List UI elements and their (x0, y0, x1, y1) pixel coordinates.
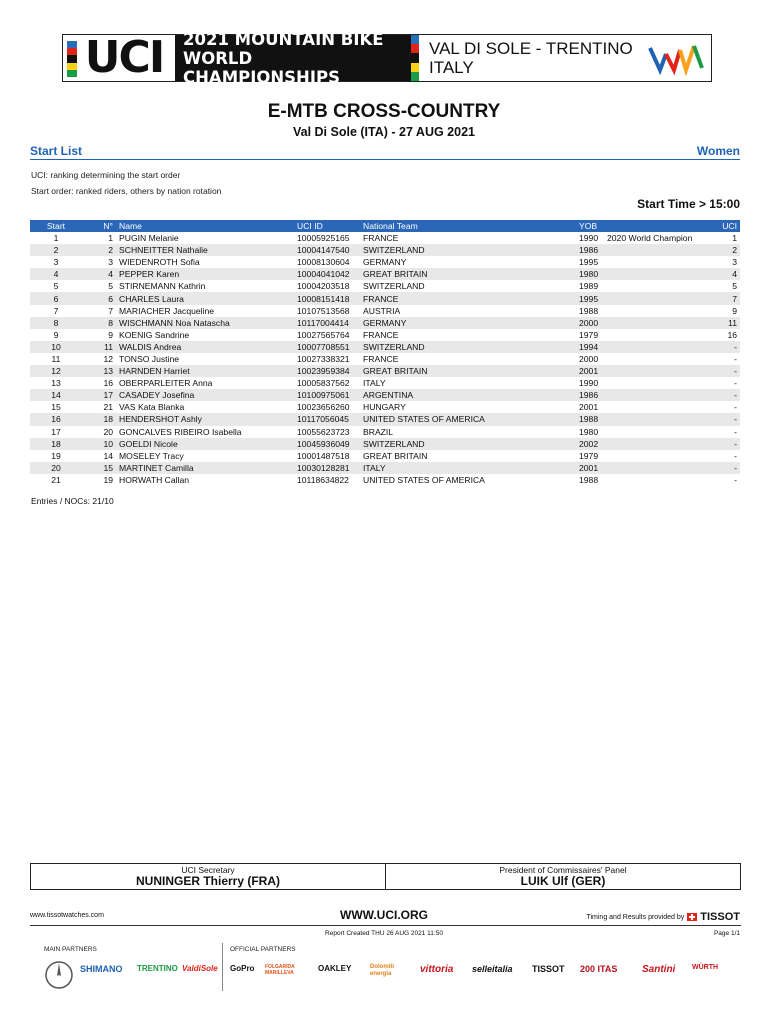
row-team: FRANCE (363, 233, 399, 244)
row-extra (604, 462, 714, 474)
row-yob: 1995 (576, 292, 604, 304)
row-extra (604, 353, 714, 365)
row-yob: 1990 (579, 233, 599, 244)
row-number: 16 (103, 378, 113, 389)
table-row (30, 365, 740, 377)
row-start: 14 (30, 389, 82, 401)
row-team: HUNGARY (363, 402, 406, 413)
table-row (30, 232, 740, 244)
row-team: ITALY (360, 462, 576, 474)
table-row (30, 389, 740, 401)
table-row (30, 450, 740, 462)
row-yob: 2002 (576, 438, 604, 450)
row-extra (604, 256, 714, 268)
row-team: FRANCE (363, 329, 399, 340)
header-extra (604, 220, 714, 232)
row-number: 21 (103, 402, 113, 413)
venue-line2: ITALY (429, 58, 474, 77)
row-yob: 1980 (579, 426, 599, 437)
table-row (30, 329, 740, 341)
table-row (30, 353, 740, 365)
row-team: GREAT BRITAIN (360, 365, 576, 377)
row-uci-rank: 11 (714, 317, 740, 329)
row-uci-id: 10023656260 (297, 402, 350, 413)
row-extra (604, 317, 714, 329)
partner-dolomiti: Dolomiti energia (370, 964, 394, 977)
partner-trentino: TRENTINO (137, 964, 178, 973)
row-uci-id: 10008130604 (297, 257, 350, 268)
partner-gopro: GoPro (230, 964, 255, 973)
row-extra (604, 389, 714, 401)
table-header-row (30, 220, 740, 232)
row-name: HORWATH Callan (119, 474, 190, 485)
championship-line1: 2021 MOUNTAIN BIKE (183, 29, 384, 49)
row-extra (604, 329, 714, 341)
row-extra (604, 426, 714, 438)
section-category: Women (696, 144, 740, 158)
row-yob: 1994 (576, 341, 604, 353)
row-number: 6 (82, 292, 116, 304)
table-row (30, 305, 740, 317)
row-name: GOELDI Nicole (116, 438, 294, 450)
page-subtitle: Val Di Sole (ITA) - 27 AUG 2021 (292, 125, 475, 139)
row-number: 15 (82, 462, 116, 474)
row-team: SWITZERLAND (360, 438, 576, 450)
page-title: E-MTB CROSS-COUNTRY (267, 101, 501, 122)
header-uci-rank: UCI (714, 220, 740, 232)
partner-wurth: WÜRTH (692, 964, 719, 971)
row-uci-id: 10107513568 (297, 305, 350, 316)
row-uci-rank: 1 (732, 233, 737, 244)
row-name: TONSO Justine (119, 353, 180, 364)
row-team: ARGENTINA (360, 389, 576, 401)
row-uci-rank: 16 (727, 329, 737, 340)
row-team: GERMANY (360, 317, 576, 329)
row-number: 5 (108, 281, 113, 292)
row-extra (604, 413, 714, 425)
row-uci-id: 10027338321 (297, 353, 350, 364)
row-yob: 1988 (576, 413, 604, 425)
row-number: 7 (108, 305, 113, 316)
row-start: 8 (30, 317, 82, 329)
row-team: BRAZIL (363, 426, 394, 437)
row-team: AUSTRIA (363, 305, 401, 316)
start-time: Start Time > 15:00 (637, 197, 740, 211)
president-role: President of Commissaires' Panel (499, 865, 627, 875)
table-row (30, 292, 740, 304)
president-name: LUIK Ulf (GER) (520, 874, 606, 888)
row-uci-rank: - (734, 450, 737, 461)
tissot-cross-icon (687, 913, 697, 921)
row-start: 13 (51, 378, 61, 389)
row-uci-rank: - (714, 341, 740, 353)
partner-selleitalia: selleitalia (472, 964, 513, 974)
officials-panel (30, 863, 741, 890)
row-uci-id: 10030128281 (294, 462, 360, 474)
row-team: FRANCE (363, 353, 399, 364)
table-row (30, 462, 740, 474)
secretary-box (31, 864, 385, 889)
table-row (30, 401, 740, 413)
row-name: PEPPER Karen (116, 268, 294, 280)
championship-name (175, 29, 411, 87)
row-yob: 2001 (579, 402, 599, 413)
row-uci-id: 10100975061 (294, 389, 360, 401)
row-start: 20 (30, 462, 82, 474)
tissot-brand: TISSOT (700, 911, 740, 923)
row-team: FRANCE (360, 292, 576, 304)
secretary-name: NUNINGER Thierry (FRA) (135, 874, 280, 888)
note-start-order: Start order: ranked riders, others by nation rotation (31, 186, 222, 196)
table-row (30, 438, 740, 450)
row-name: VAS Kata Blanka (119, 402, 185, 413)
row-uci-id: 10045936049 (294, 438, 360, 450)
row-start: 16 (30, 413, 82, 425)
table-row (30, 317, 740, 329)
row-uci-id: 10007708551 (294, 341, 360, 353)
row-uci-rank: 2 (714, 244, 740, 256)
president-box (385, 864, 740, 889)
header-name: Name (116, 220, 294, 232)
row-extra (604, 450, 714, 462)
row-number: 10 (82, 438, 116, 450)
row-uci-rank: - (714, 413, 740, 425)
row-extra (604, 365, 714, 377)
row-uci-id: 10055623723 (297, 426, 350, 437)
table-row (30, 413, 740, 425)
rainbow-stripes-icon (67, 41, 77, 77)
row-name: SCHNEITTER Nathalie (116, 244, 294, 256)
partner-santini: Santini (642, 964, 676, 975)
row-uci-rank: 4 (714, 268, 740, 280)
header-start: Start (30, 220, 82, 232)
row-number: 13 (82, 365, 116, 377)
table-row (30, 244, 740, 256)
row-start: 7 (53, 305, 59, 316)
row-number: 9 (108, 329, 113, 340)
row-name: WIEDENROTH Sofia (119, 257, 200, 268)
secretary-role: UCI Secretary (181, 865, 235, 875)
row-name: HARNDEN Harriet (116, 365, 294, 377)
main-partners-label: MAIN PARTNERS (44, 946, 97, 953)
row-uci-id: 10005925165 (297, 233, 350, 244)
row-uci-id: 10117056045 (294, 413, 360, 425)
row-number: 1 (108, 233, 113, 244)
row-uci-id: 10005837562 (297, 378, 350, 389)
row-yob: 1979 (579, 450, 599, 461)
table-row (30, 474, 740, 486)
row-extra: 2020 World Champion (607, 233, 693, 244)
row-extra (604, 377, 714, 389)
row-team: UNITED STATES OF AMERICA (363, 474, 485, 485)
row-yob: 1986 (576, 244, 604, 256)
row-start: 10 (30, 341, 82, 353)
row-uci-id: 10001487518 (297, 450, 350, 461)
row-start: 3 (53, 257, 59, 268)
mercedes-logo-icon (44, 960, 74, 992)
row-uci-rank: - (714, 389, 740, 401)
row-uci-id: 10004147540 (294, 244, 360, 256)
table-row (30, 426, 740, 438)
row-uci-rank: - (734, 402, 737, 413)
row-extra (604, 305, 714, 317)
row-name: PUGIN Melanie (119, 233, 179, 244)
row-uci-id: 10027565764 (297, 329, 350, 340)
row-team: GREAT BRITAIN (360, 268, 576, 280)
row-yob: 2001 (576, 462, 604, 474)
row-yob: 1989 (579, 281, 599, 292)
partner-oakley: OAKLEY (318, 964, 352, 973)
start-list-table (30, 220, 740, 486)
row-start: 4 (30, 268, 82, 280)
official-partners-label: OFFICIAL PARTNERS (230, 946, 296, 953)
partner-shimano: SHIMANO (80, 964, 123, 974)
timing-credit (586, 911, 740, 923)
row-yob: 1986 (576, 389, 604, 401)
row-extra (604, 268, 714, 280)
entries-count: Entries / NOCs: 21/10 (31, 496, 114, 506)
championship-line2: WORLD CHAMPIONSHIPS (183, 48, 340, 87)
section-start-list: Start List (30, 144, 83, 158)
row-yob: 1988 (579, 474, 599, 485)
row-number: 3 (108, 257, 113, 268)
row-yob: 1980 (576, 268, 604, 280)
row-extra (604, 244, 714, 256)
row-number: 19 (103, 474, 113, 485)
row-team: SWITZERLAND (363, 281, 425, 292)
partner-folgarida: FOLGARIDA MARILLEVA (265, 964, 295, 976)
partner-vittoria: vittoria (420, 964, 454, 975)
row-name: GONCALVES RIBEIRO Isabella (119, 426, 242, 437)
row-number: 11 (82, 341, 116, 353)
partner-tissot: TISSOT (532, 964, 565, 974)
venue-line1: VAL DI SOLE - TRENTINO (429, 39, 633, 58)
row-team: SWITZERLAND (360, 244, 576, 256)
row-start: 2 (30, 244, 82, 256)
row-uci-rank: 9 (732, 305, 737, 316)
row-uci-rank: - (714, 462, 740, 474)
row-start: 15 (51, 402, 61, 413)
row-start: 18 (30, 438, 82, 450)
rainbow-flag-icon (411, 35, 419, 81)
row-uci-rank: - (714, 438, 740, 450)
row-name: MARTINET Camilla (116, 462, 294, 474)
row-number: 2 (82, 244, 116, 256)
page-number: Page 1/1 (713, 930, 740, 937)
row-number: 18 (82, 413, 116, 425)
row-uci-id: 10118634822 (297, 474, 349, 485)
row-name: MARIACHER Jacqueline (119, 305, 215, 316)
header-yob: YOB (576, 220, 604, 232)
row-uci-id: 10004203518 (297, 281, 350, 292)
row-name: WISCHMANN Noa Natascha (116, 317, 294, 329)
row-uci-rank: - (734, 426, 737, 437)
row-start: 5 (53, 281, 59, 292)
row-extra (604, 474, 714, 486)
row-uci-id: 10117004414 (294, 317, 360, 329)
row-number: 8 (82, 317, 116, 329)
row-start: 19 (51, 450, 61, 461)
row-extra (604, 280, 714, 292)
venue-logo-icon (641, 35, 711, 81)
uci-logo-text: UCI (84, 32, 164, 83)
row-yob: 1990 (579, 378, 599, 389)
row-start: 9 (53, 329, 59, 340)
report-created: Report Created THU 26 AUG 2021 11:50 (325, 930, 443, 937)
row-start: 17 (51, 426, 61, 437)
row-uci-rank: - (734, 378, 737, 389)
tissot-url-link[interactable]: www.tissotwatches.com (30, 912, 104, 919)
partner-itas: 200 ITAS (580, 964, 618, 974)
row-start: 1 (53, 233, 59, 244)
row-uci-id: 10023959384 (294, 365, 360, 377)
row-number: 20 (103, 426, 113, 437)
header-number: N° (82, 220, 116, 232)
row-yob: 2000 (576, 317, 604, 329)
row-uci-rank: - (734, 474, 737, 485)
table-row (30, 280, 740, 292)
partners-divider (222, 943, 223, 991)
row-team: GERMANY (363, 257, 407, 268)
row-team: ITALY (363, 378, 386, 389)
row-number: 14 (103, 450, 113, 461)
row-team: SWITZERLAND (360, 341, 576, 353)
table-row (30, 377, 740, 389)
row-start: 12 (30, 365, 82, 377)
row-name: WALDIS Andrea (116, 341, 294, 353)
row-number: 4 (82, 268, 116, 280)
row-yob: 1979 (579, 329, 599, 340)
note-ranking: UCI: ranking determining the start order (31, 170, 181, 180)
row-team: UNITED STATES OF AMERICA (360, 413, 576, 425)
row-yob: 2000 (579, 353, 599, 364)
row-number: 12 (103, 353, 113, 364)
row-uci-rank: 5 (732, 281, 737, 292)
row-team: GREAT BRITAIN (363, 450, 428, 461)
partner-valdisole: ValdiSole (182, 964, 218, 973)
row-name: CHARLES Laura (116, 292, 294, 304)
row-uci-id: 10004041042 (294, 268, 360, 280)
row-extra (604, 292, 714, 304)
venue-name (419, 35, 641, 81)
row-start: 21 (51, 474, 61, 485)
uci-logo (63, 32, 175, 83)
row-uci-id: 10008151418 (294, 292, 360, 304)
section-bar (30, 143, 740, 160)
table-row (30, 268, 740, 280)
row-uci-rank: - (734, 353, 737, 364)
header-banner (62, 29, 712, 87)
row-uci-rank: - (714, 365, 740, 377)
table-row (30, 256, 740, 268)
row-yob: 1988 (579, 305, 599, 316)
header-uci-id: UCI ID (294, 220, 360, 232)
row-name: MOSELEY Tracy (119, 450, 184, 461)
row-uci-rank: 3 (732, 257, 737, 268)
row-yob: 2001 (576, 365, 604, 377)
footer-divider (30, 925, 741, 926)
row-number: 17 (82, 389, 116, 401)
row-start: 11 (51, 353, 61, 364)
row-start: 6 (30, 292, 82, 304)
row-extra (604, 341, 714, 353)
row-name: KOENIG Sandrine (119, 329, 190, 340)
timing-text: Timing and Results provided by (586, 913, 685, 921)
row-name: OBERPARLEITER Anna (119, 378, 213, 389)
row-yob: 1995 (579, 257, 599, 268)
row-extra (604, 401, 714, 413)
row-extra (604, 438, 714, 450)
row-name: STIRNEMANN Kathrin (119, 281, 206, 292)
row-name: CASADEY Josefina (116, 389, 294, 401)
header-team: National Team (360, 220, 576, 232)
row-name: HENDERSHOT Ashly (116, 413, 294, 425)
table-row (30, 341, 740, 353)
uci-url-link[interactable]: WWW.UCI.ORG (340, 908, 428, 922)
row-uci-rank: 7 (714, 292, 740, 304)
